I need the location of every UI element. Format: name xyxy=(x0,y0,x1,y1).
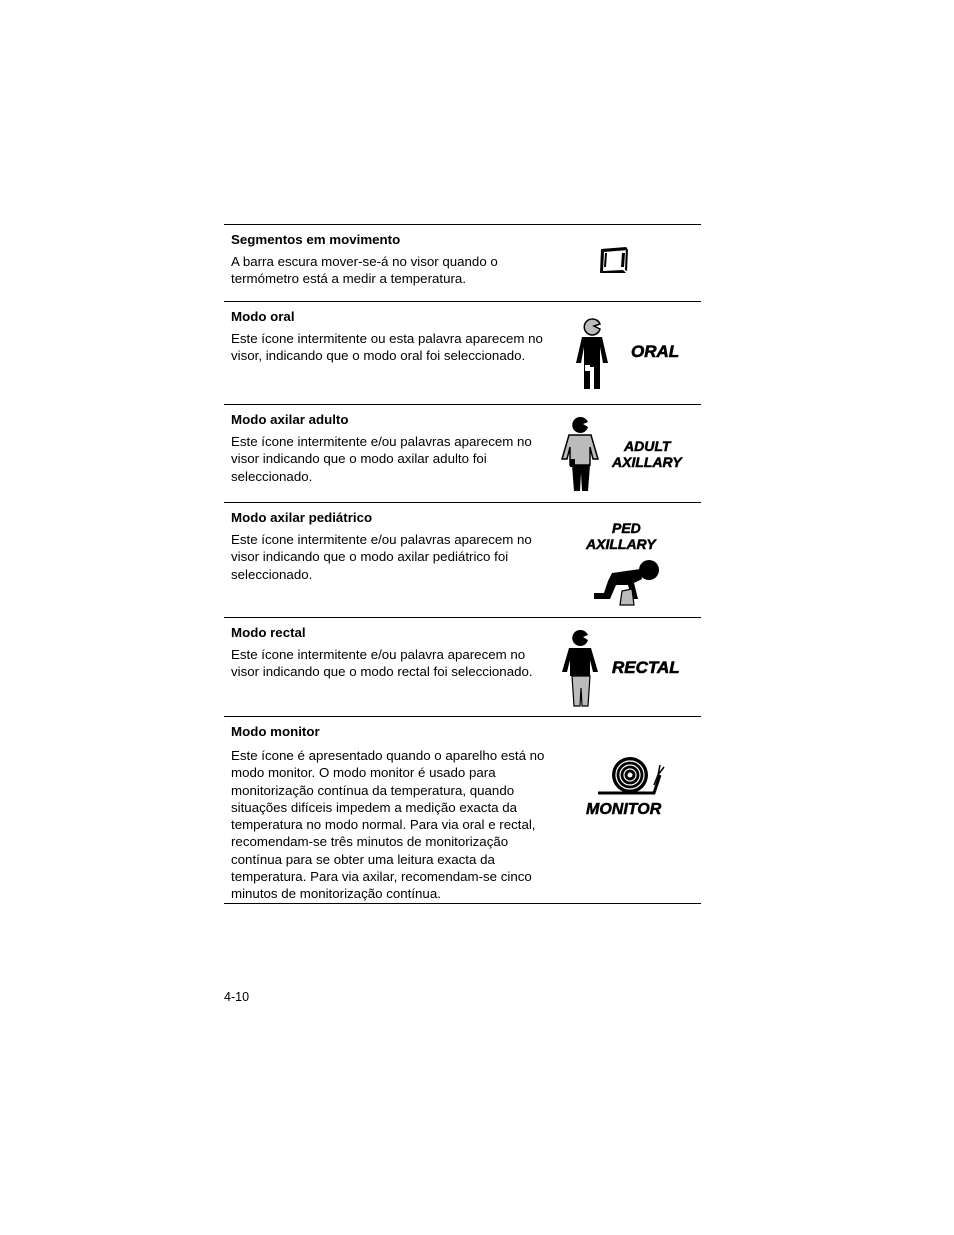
row-title: Modo axilar pediátrico xyxy=(231,510,373,525)
row-text xyxy=(231,723,556,903)
adult-axillary-label-icon xyxy=(610,437,690,471)
row-text xyxy=(231,231,556,288)
adult-label: ADULT xyxy=(624,438,671,454)
oral-label: ORAL xyxy=(631,342,680,361)
row-text xyxy=(231,411,556,485)
table-row-monitor xyxy=(224,717,701,904)
ped-axillary-label-icon xyxy=(584,519,676,553)
row-text xyxy=(231,509,556,583)
axillary-label: AXILLARY xyxy=(612,454,682,470)
crawling-baby-icon xyxy=(590,557,662,609)
page-number: 4-10 xyxy=(224,990,250,1004)
snail-icon xyxy=(596,755,666,799)
ped-label: PED xyxy=(612,520,641,536)
row-text xyxy=(231,624,556,681)
row-description: Este ícone é apresentado quando o aparelho está no modo monitor. O modo monitor é usado para monitorização contínua da temperatura, quando situações difíceis impedem a medição exacta da temperatura no modo normal. Para via oral e rectal, recomendam-se três minutos de monitorização contínua para se obter uma leitura exacta da temperatura. Para via axilar, recomendam-se cinco minutos de monitorização contínua. xyxy=(231,748,545,902)
monitor-label: MONITOR xyxy=(586,801,662,818)
table-row-moving-segments xyxy=(224,225,701,302)
row-title: Segmentos em movimento xyxy=(231,232,401,247)
row-title: Modo monitor xyxy=(231,724,320,739)
row-title: Modo axilar adulto xyxy=(231,412,349,427)
moving-segments-icon xyxy=(598,245,632,277)
oral-label-icon xyxy=(629,340,689,362)
rectal-person-icon xyxy=(560,628,604,708)
adult-axillary-person-icon xyxy=(560,415,604,493)
rectal-label: RECTAL xyxy=(612,658,680,677)
row-description: Este ícone intermitente ou esta palavra aparecem no visor, indicando que o modo oral foi seleccionado. xyxy=(231,331,543,364)
row-text xyxy=(231,308,556,365)
monitor-label-icon xyxy=(584,797,676,821)
table-row-rectal xyxy=(224,618,701,717)
row-description: A barra escura mover-se-á no visor quando o termómetro está a medir a temperatura. xyxy=(231,254,498,287)
row-description: Este ícone intermitente e/ou palavras aparecem no visor indicando que o modo axilar pediátrico foi seleccionado. xyxy=(231,532,532,582)
axillary-label: AXILLARY xyxy=(586,536,656,552)
row-title: Modo rectal xyxy=(231,625,306,640)
rectal-label-icon xyxy=(610,656,690,678)
row-title: Modo oral xyxy=(231,309,295,324)
table-row-adult-axillary xyxy=(224,405,701,503)
row-description: Este ícone intermitente e/ou palavras aparecem no visor indicando que o modo axilar adulto foi seleccionado. xyxy=(231,434,532,484)
table-row-ped-axillary xyxy=(224,503,701,618)
table-row-oral xyxy=(224,302,701,405)
icon-reference-table xyxy=(224,224,701,904)
row-description: Este ícone intermitente e/ou palavra aparecem no visor indicando que o modo rectal foi seleccionado. xyxy=(231,647,533,680)
oral-person-icon xyxy=(570,317,614,391)
